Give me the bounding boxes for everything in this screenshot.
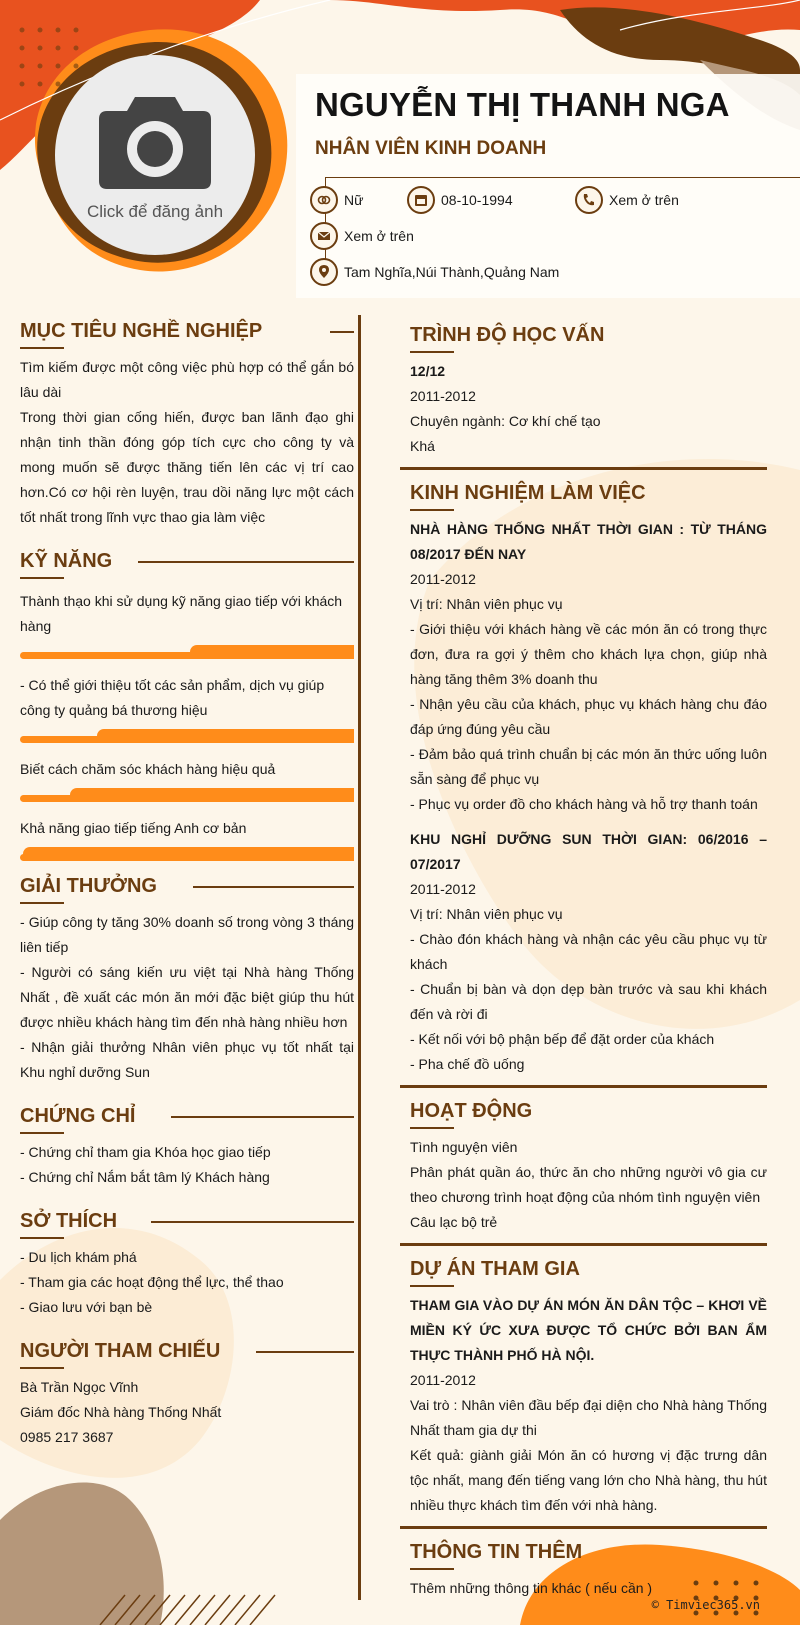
- job-entry: [410, 827, 767, 1077]
- job-years: 2011-2012: [410, 571, 476, 587]
- section-skills: [20, 550, 354, 861]
- header-divider: [325, 177, 800, 178]
- section-title: THÔNG TIN THÊM: [410, 1541, 583, 1563]
- section-title: TRÌNH ĐỘ HỌC VẤN: [410, 324, 605, 346]
- section-title: CHỨNG CHỈ: [20, 1105, 354, 1136]
- camera-icon: [95, 89, 215, 194]
- skill-bar-fill: [23, 847, 354, 861]
- section-awards: [20, 875, 354, 1085]
- reference-line: 0985 217 3687: [20, 1429, 114, 1445]
- gender-icon: [310, 186, 338, 214]
- skill-bar-fill: [97, 729, 354, 743]
- contact-address: [310, 258, 559, 286]
- skill-bar-fill: [190, 645, 354, 659]
- skill-level-bar: [20, 645, 354, 659]
- contact-gender-value: Nữ: [344, 192, 364, 208]
- job-duty: - Phục vụ order đồ cho khách hàng và hỗ trợ thanh toán: [410, 796, 758, 812]
- skill-level-bar: [20, 729, 354, 743]
- skill-item: [20, 589, 354, 659]
- photo-upload[interactable]: [55, 55, 255, 255]
- column-divider: [358, 315, 361, 1600]
- job-duty: - Đảm bảo quá trình chuẩn bị các món ăn thức uống luôn sẵn sàng để phục vụ: [410, 746, 767, 787]
- candidate-name: NGUYỄN THỊ THANH NGA: [315, 86, 730, 123]
- section-education: [410, 324, 767, 470]
- job-duty: - Pha chế đồ uống: [410, 1056, 525, 1072]
- job-duty: - Nhận yêu cầu của khách, phục vụ khách hàng chu đáo đáp ứng đúng yêu cầu: [410, 696, 767, 737]
- objective-line: Tìm kiếm được một công việc phù hợp có thể gắn bó lâu dài: [20, 359, 354, 400]
- section-activities: [410, 1100, 767, 1246]
- reference-line: Bà Trần Ngọc Vĩnh: [20, 1379, 139, 1395]
- section-title: NGƯỜI THAM CHIẾU: [20, 1340, 354, 1371]
- section-title: MỤC TIÊU NGHỀ NGHIỆP: [20, 320, 354, 351]
- project-role: Vai trò : Nhân viên đầu bếp đại diện cho Nhà hàng Thống Nhất tham gia dự thi: [410, 1397, 767, 1438]
- skill-item: [20, 816, 354, 861]
- reference-line: Giám đốc Nhà hàng Thống Nhất: [20, 1404, 222, 1420]
- education-grade: Khá: [410, 438, 435, 454]
- education-school: 12/12: [410, 363, 446, 379]
- section-title: GIẢI THƯỞNG: [20, 875, 354, 906]
- job-duty: - Giới thiệu với khách hàng về các món ăn có trong thực đơn, đưa ra gợi ý thêm cho khách lựa chọn, giúp nhà hàng tăng thêm 3% doanh thu: [410, 621, 767, 687]
- activity-desc: Phân phát quần áo, thức ăn cho những người vô gia cư theo chương trình hoạt động của nhóm tình nguyện viên: [410, 1164, 767, 1205]
- phone-icon: [575, 186, 603, 214]
- section-divider: [400, 1526, 767, 1529]
- skills-list: [20, 589, 354, 861]
- section-projects: [410, 1258, 767, 1529]
- skill-bar-fill: [70, 788, 354, 802]
- section-experience: [410, 482, 767, 1088]
- skill-label: Khả năng giao tiếp tiếng Anh cơ bản: [20, 820, 247, 836]
- skill-label: Biết cách chăm sóc khách hàng hiệu quả: [20, 761, 276, 777]
- hobby-line: - Tham gia các hoạt động thể lực, thể thao: [20, 1274, 284, 1290]
- jobs-list: [410, 517, 767, 1077]
- skill-item: [20, 757, 354, 802]
- photo-upload-label: Click để đăng ảnh: [86, 201, 224, 221]
- right-column: [410, 324, 767, 1601]
- skill-level-bar: [20, 788, 354, 802]
- award-line: - Giúp công ty tăng 30% doanh số trong vòng 3 tháng liên tiếp: [20, 914, 354, 955]
- section-extra: [410, 1541, 767, 1601]
- award-line: - Nhận giải thưởng Nhân viên phục vụ tốt nhất tại Khu nghỉ dưỡng Sun: [20, 1039, 354, 1080]
- hobby-line: - Du lịch khám phá: [20, 1249, 137, 1265]
- job-company: NHÀ HÀNG THỐNG NHẤT THỜI GIAN : TỪ THÁNG 08/2017 ĐẾN NAY: [410, 521, 767, 562]
- calendar-icon: [407, 186, 435, 214]
- job-duty: - Chuẩn bị bàn và dọn dẹp bàn trước và sau khi khách đến và rời đi: [410, 981, 767, 1022]
- contact-birthday-value: 08-10-1994: [441, 192, 513, 208]
- section-references: [20, 1340, 354, 1450]
- job-company: KHU NGHỈ DƯỠNG SUN THỜI GIAN: 06/2016 – 07/2017: [410, 831, 767, 872]
- location-icon: [310, 258, 338, 286]
- section-objective: [20, 320, 354, 530]
- section-title: DỰ ÁN THAM GIA: [410, 1258, 580, 1280]
- skill-level-bar: [20, 847, 354, 861]
- skill-item: [20, 673, 354, 743]
- project-result: Kết quả: giành giải Món ăn có hương vị đặc trưng dân tộc nhất, mang đến tiếng vang lớn cho Nhà hàng, thu hút nhiều thực khách tìm đến với nhà hàng.: [410, 1447, 767, 1513]
- project-years: 2011-2012: [410, 1372, 476, 1388]
- contact-gender: [310, 186, 363, 214]
- job-years: 2011-2012: [410, 881, 476, 897]
- watermark: © Timviec365.vn: [651, 1598, 760, 1612]
- hobby-line: - Giao lưu với bạn bè: [20, 1299, 153, 1315]
- job-title: NHÂN VIÊN KINH DOANH: [315, 138, 547, 159]
- contact-email-value: Xem ở trên: [344, 228, 414, 244]
- certificate-line: - Chứng chỉ Nắm bắt tâm lý Khách hàng: [20, 1169, 270, 1185]
- skill-label: - Có thể giới thiệu tốt các sản phẩm, dịch vụ giúp công ty quảng bá thương hiệu: [20, 677, 325, 718]
- contact-birthday: [407, 186, 513, 214]
- job-entry: [410, 517, 767, 817]
- contact-phone: [575, 186, 679, 214]
- certificate-line: - Chứng chỉ tham gia Khóa học giao tiếp: [20, 1144, 271, 1160]
- section-title: HOẠT ĐỘNG: [410, 1100, 533, 1122]
- project-name: THAM GIA VÀO DỰ ÁN MÓN ĂN DÂN TỘC – KHƠI VỀ MIỀN KÝ ỨC XƯA ĐƯỢC TỔ CHỨC BỞI BAN ẨM THỰC THÀNH PHỐ HÀ NỘI.: [410, 1297, 767, 1363]
- section-title: SỞ THÍCH: [20, 1210, 354, 1241]
- contact-address-value: Tam Nghĩa,Núi Thành,Quảng Nam: [344, 264, 560, 280]
- contact-email: [310, 222, 414, 250]
- section-divider: [400, 1085, 767, 1088]
- mail-icon: [310, 222, 338, 250]
- activity-org: Tình nguyện viên: [410, 1139, 518, 1155]
- job-position: Vị trí: Nhân viên phục vụ: [410, 906, 563, 922]
- section-title: KỸ NĂNG: [20, 550, 354, 581]
- education-major: Chuyên ngành: Cơ khí chế tạo: [410, 413, 601, 429]
- education-years: 2011-2012: [410, 388, 476, 404]
- section-divider: [400, 467, 767, 470]
- contact-phone-value: Xem ở trên: [609, 192, 679, 208]
- activity-club: Câu lạc bộ trẻ: [410, 1214, 498, 1230]
- section-divider: [400, 1243, 767, 1246]
- left-column: [20, 320, 354, 1450]
- job-position: Vị trí: Nhân viên phục vụ: [410, 596, 563, 612]
- objective-line: Trong thời gian cống hiến, được ban lãnh đạo ghi nhận tinh thần đóng góp tích cực cho công ty và mong muốn sẽ được thăng tiến lên các vị trí cao hơn.Có cơ hội rèn luyện, trau dồi năng lực một cách tốt nhất trong lĩnh vực thao gia làm việc: [20, 409, 354, 525]
- extra-text: Thêm những thông tin khác ( nếu cần ): [410, 1580, 653, 1596]
- job-duty: - Kết nối với bộ phận bếp để đặt order của khách: [410, 1031, 715, 1047]
- skill-label: Thành thạo khi sử dụng kỹ năng giao tiếp với khách hàng: [20, 593, 343, 634]
- section-title: KINH NGHIỆM LÀM VIỆC: [410, 482, 646, 504]
- award-line: - Người có sáng kiến ưu việt tại Nhà hàng Thống Nhất , đề xuất các món ăn mới đặc biệt giúp thu hút được nhiều khách hàng tìm đến nhà hàng nhiều hơn: [20, 964, 354, 1030]
- section-certificates: [20, 1105, 354, 1190]
- job-duty: - Chào đón khách hàng và nhận các yêu cầu phục vụ từ khách: [410, 931, 767, 972]
- section-hobbies: [20, 1210, 354, 1320]
